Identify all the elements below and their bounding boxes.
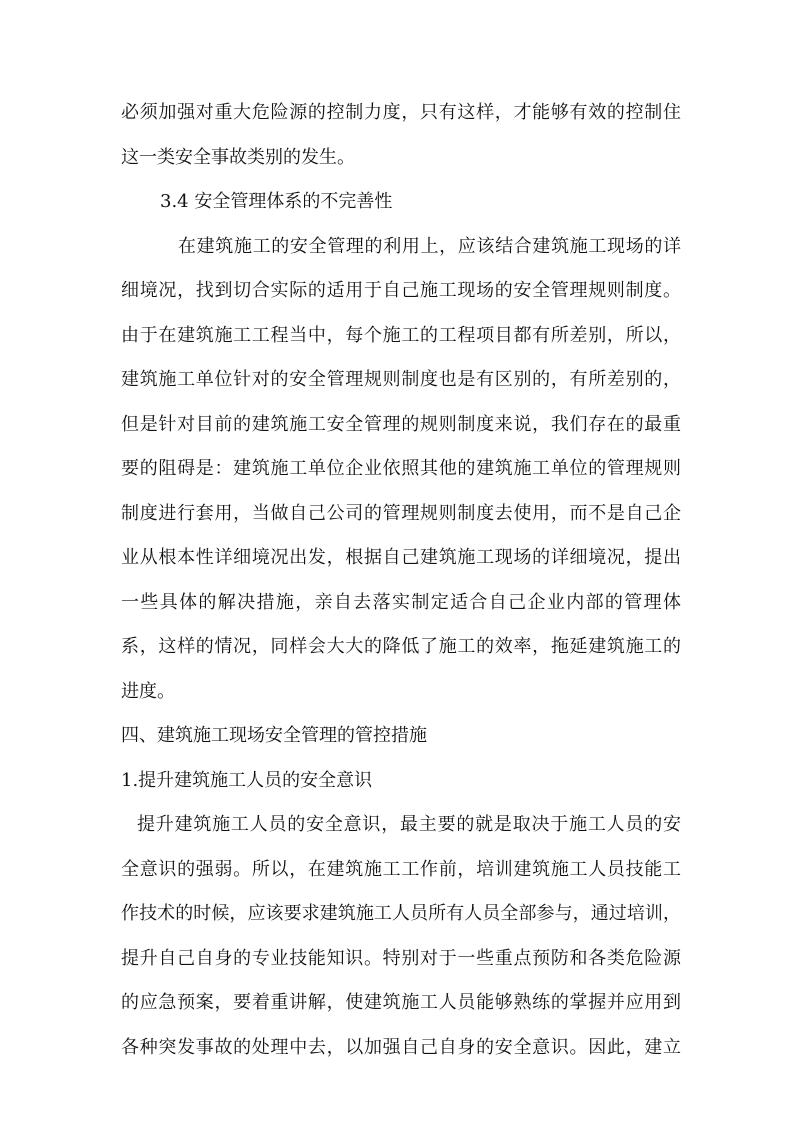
paragraph-line: 作技术的时候，应该要求建筑施工人员所有人员全部参与，通过培训， bbox=[121, 903, 681, 924]
paragraph-line: 必须加强对重大危险源的控制力度，只有这样，才能够有效的控制住 bbox=[121, 102, 681, 123]
paragraph-line: 但是针对目前的建筑施工安全管理的规则制度来说，我们存在的最重 bbox=[121, 414, 681, 435]
paragraph-line: 提升建筑施工人员的安全意识，最主要的就是取决于施工人员的安 bbox=[137, 814, 681, 835]
paragraph-line: 这一类安全事故类别的发生。 bbox=[121, 147, 355, 168]
paragraph-line: 全意识的强弱。所以，在建筑施工工作前，培训建筑施工人员技能工 bbox=[121, 859, 681, 880]
section-heading: 3.4 安全管理体系的不完善性 bbox=[160, 191, 393, 212]
paragraph-line: 的应急预案，要着重讲解，使建筑施工人员能够熟练的掌握并应用到 bbox=[121, 992, 681, 1013]
paragraph-line: 提升自己自身的专业技能知识。特别对于一些重点预防和各类危险源 bbox=[121, 948, 681, 969]
paragraph-line: 要的阻碍是：建筑施工单位企业依照其他的建筑施工单位的管理规则 bbox=[121, 458, 681, 479]
paragraph-line: 由于在建筑施工工程当中，每个施工的工程项目都有所差别，所以， bbox=[121, 325, 681, 346]
paragraph-line: 一些具体的解决措施，亲自去落实制定适合自己企业内部的管理体 bbox=[121, 592, 681, 613]
paragraph-line: 在建筑施工的安全管理的利用上，应该结合建筑施工现场的详 bbox=[178, 236, 681, 257]
paragraph-line: 各种突发事故的处理中去，以加强自己自身的安全意识。因此，建立 bbox=[121, 1037, 681, 1058]
paragraph-line: 进度。 bbox=[121, 681, 175, 702]
paragraph-line: 系，这样的情况，同样会大大的降低了施工的效率，拖延建筑施工的 bbox=[121, 636, 681, 657]
paragraph-line: 业从根本性详细境况出发，根据自己建筑施工现场的详细境况，提出 bbox=[121, 547, 681, 568]
paragraph-line: 制度进行套用，当做自己公司的管理规则制度去使用，而不是自己企 bbox=[121, 503, 681, 524]
paragraph-line: 建筑施工单位针对的安全管理规则制度也是有区别的，有所差别的， bbox=[121, 369, 681, 390]
paragraph-line: 细境况，找到切合实际的适用于自己施工现场的安全管理规则制度。 bbox=[121, 280, 681, 301]
section-heading: 四、建筑施工现场安全管理的管控措施 bbox=[121, 725, 427, 746]
subsection-heading: 1.提升建筑施工人员的安全意识 bbox=[121, 770, 373, 791]
